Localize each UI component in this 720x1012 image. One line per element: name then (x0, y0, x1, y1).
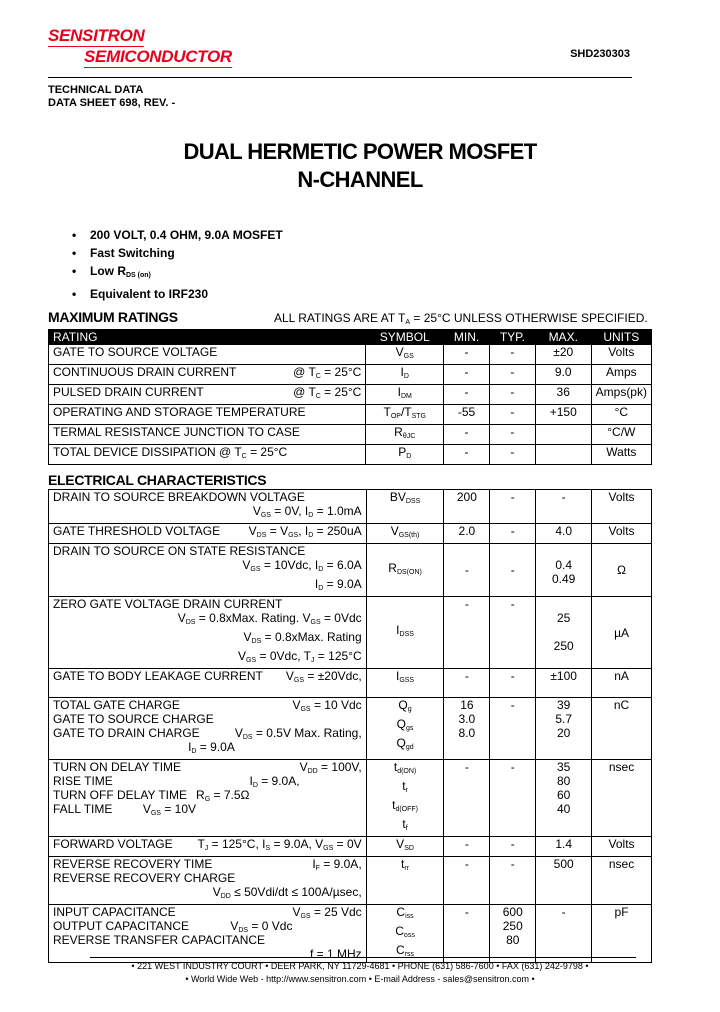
feature-item: • Low $R_{DS (on)}$ (90, 262, 283, 285)
feature-item: • Fast Switching (90, 244, 283, 262)
brand-line-2: SEMICONDUCTOR (84, 47, 232, 66)
table-row: OPERATING AND STORAGE TEMPERATURE $T_{OP}/T_{STG}$ -55 - +150 °C (49, 405, 652, 425)
electrical-table (48, 489, 652, 963)
footer-address: • 221 WEST INDUSTRY COURT • DEER PARK, NY 11729-4681 • PHONE (631) 586-7600 • FAX (631) 242-9798 • (131, 961, 589, 971)
brand-logo (48, 26, 232, 68)
footer-web: • World Wide Web - http://www.sensitron.com • E-mail Address - sales@sensitron.com • (185, 974, 535, 984)
page-title: DUAL HERMETIC POWER MOSFET (183, 139, 537, 164)
table-row: CONTINUOUS DRAIN CURRENT @ $T_C = 25^\circ C$ $I_D$ - - 9.0 Amps (49, 365, 652, 385)
technical-data-label: TECHNICAL DATA (48, 84, 144, 96)
page-subtitle: N-CHANNEL (297, 167, 423, 192)
feature-item: • 200 VOLT, 0.4 OHM, 9.0A MOSFET (90, 226, 283, 244)
col-header: MIN. (444, 330, 490, 345)
table-row: GATE TO BODY LEAKAGE CURRENT $V_{GS} = \pm 20Vdc$, $I_{GSS}$ - - ±100 nA (49, 669, 652, 698)
col-header: MAX. (535, 330, 591, 345)
max-ratings-table (48, 329, 652, 465)
table-row: GATE THRESHOLD VOLTAGE $V_{DS} = V_{GS}$, $I_D = 250uA$ $V_{GS(th)}$ 2.0 - 4.0 Volts (49, 524, 652, 544)
footer (0, 960, 720, 986)
header-rule (48, 77, 632, 78)
col-header: TYP. (489, 330, 535, 345)
table-row: TOTAL DEVICE DISSIPATION @ $T_C = 25^\circ C$ $P_D$ - - Watts (49, 445, 652, 465)
table-row: TOTAL GATE CHARGE $V_{GS} = 10$ Vdc GATE TO SOURCE CHARGE $V_{DS} = 0.5V$ Max. Rating, GATE TO DRAIN CHARGE $I_D = 9.0A$ $Q_g$ $Q_{gs}$ $Q_{gd}$ 16 3.0 8.0 - 39 5.7 20 nC (49, 698, 652, 760)
table-row: TERMAL RESISTANCE JUNCTION TO CASE $R_{\theta JC}$ - - °C/W (49, 425, 652, 445)
table-row: GATE TO SOURCE VOLTAGE $V_{GS}$ - - ±20 Volts (49, 345, 652, 365)
brand-line-1: SENSITRON (48, 26, 145, 45)
table-header-row (49, 330, 652, 345)
table-row: PULSED DRAIN CURRENT @ $T_C = 25^\circ C$ $I_{DM}$ - - 36 Amps(pk) (49, 385, 652, 405)
table-row: TURN ON DELAY TIME $V_{DD} = 100V$, RISE TIME $I_D = 9.0A$, TURN OFF DELAY TIME $R_G = 7.5\Omega$ FALL TIME $V_{GS} = 10V$ $t_{d(ON)}$ $t_r$ $t_{d(OFF)}$ $t_f$ - - 35 80 60 40 nsec (49, 760, 652, 837)
col-header: RATING (49, 330, 366, 345)
col-header: SYMBOL (366, 330, 444, 345)
table-row: REVERSE RECOVERY TIME $I_F = 9.0A$, REVERSE RECOVERY CHARGE di/dt ≤ 100A/µsec, $V_{DD} \le 50V$ $t_{rr}$ - - 500 nsec (49, 857, 652, 905)
doc-info (48, 84, 175, 110)
table-row: ZERO GATE VOLTAGE DRAIN CURRENT $V_{DS}$ = 0.8xMax. Rating. $V_{GS} = 0Vdc$ $V_{DS}$ = 0.8xMax. Rating $V_{GS} = 0Vdc$, $T_J = 125^\circ C$ $I_{DSS}$ - - 25 250 µA (49, 597, 652, 669)
feature-item: • Equivalent to IRF230 (90, 285, 283, 303)
footer-rule (90, 957, 636, 958)
ratings-note: ALL RATINGS ARE AT $T_A = 25^\circ C$ UNLESS OTHERWISE SPECIFIED. (274, 311, 648, 326)
table-row: INPUT CAPACITANCE $V_{GS} = 25$ Vdc OUTPUT CAPACITANCE $V_{DS} = 0$ Vdc REVERSE TRANSFER CAPACITANCE f = 1 MHz $C_{iss}$ $C_{oss}$ $C_{rss}$ - 600 250 80 - pF (49, 905, 652, 963)
data-sheet-label: DATA SHEET 698, REV. - (48, 97, 176, 109)
col-header: UNITS (591, 330, 651, 345)
part-number: SHD230303 (570, 48, 630, 60)
table-row: DRAIN TO SOURCE ON STATE RESISTANCE $V_{GS} = 10Vdc$, $I_D = 6.0A$ $I_D = 9.0A$ $R_{DS(ON)}$ - - 0.4 0.49 Ω (49, 544, 652, 597)
electrical-heading: ELECTRICAL CHARACTERISTICS (48, 472, 267, 488)
feature-list (90, 226, 283, 303)
table-row: DRAIN TO SOURCE BREAKDOWN VOLTAGE $V_{GS} = 0V$, $I_D = 1.0mA$ $BV_{DSS}$ 200 - - Volts (49, 490, 652, 524)
table-row: FORWARD VOLTAGE $T_J = 125^\circ C$, $I_S = 9.0A$, $V_{GS} = 0V$ $V_{SD}$ - - 1.4 Volts (49, 837, 652, 857)
max-ratings-heading: MAXIMUM RATINGS (48, 309, 178, 325)
